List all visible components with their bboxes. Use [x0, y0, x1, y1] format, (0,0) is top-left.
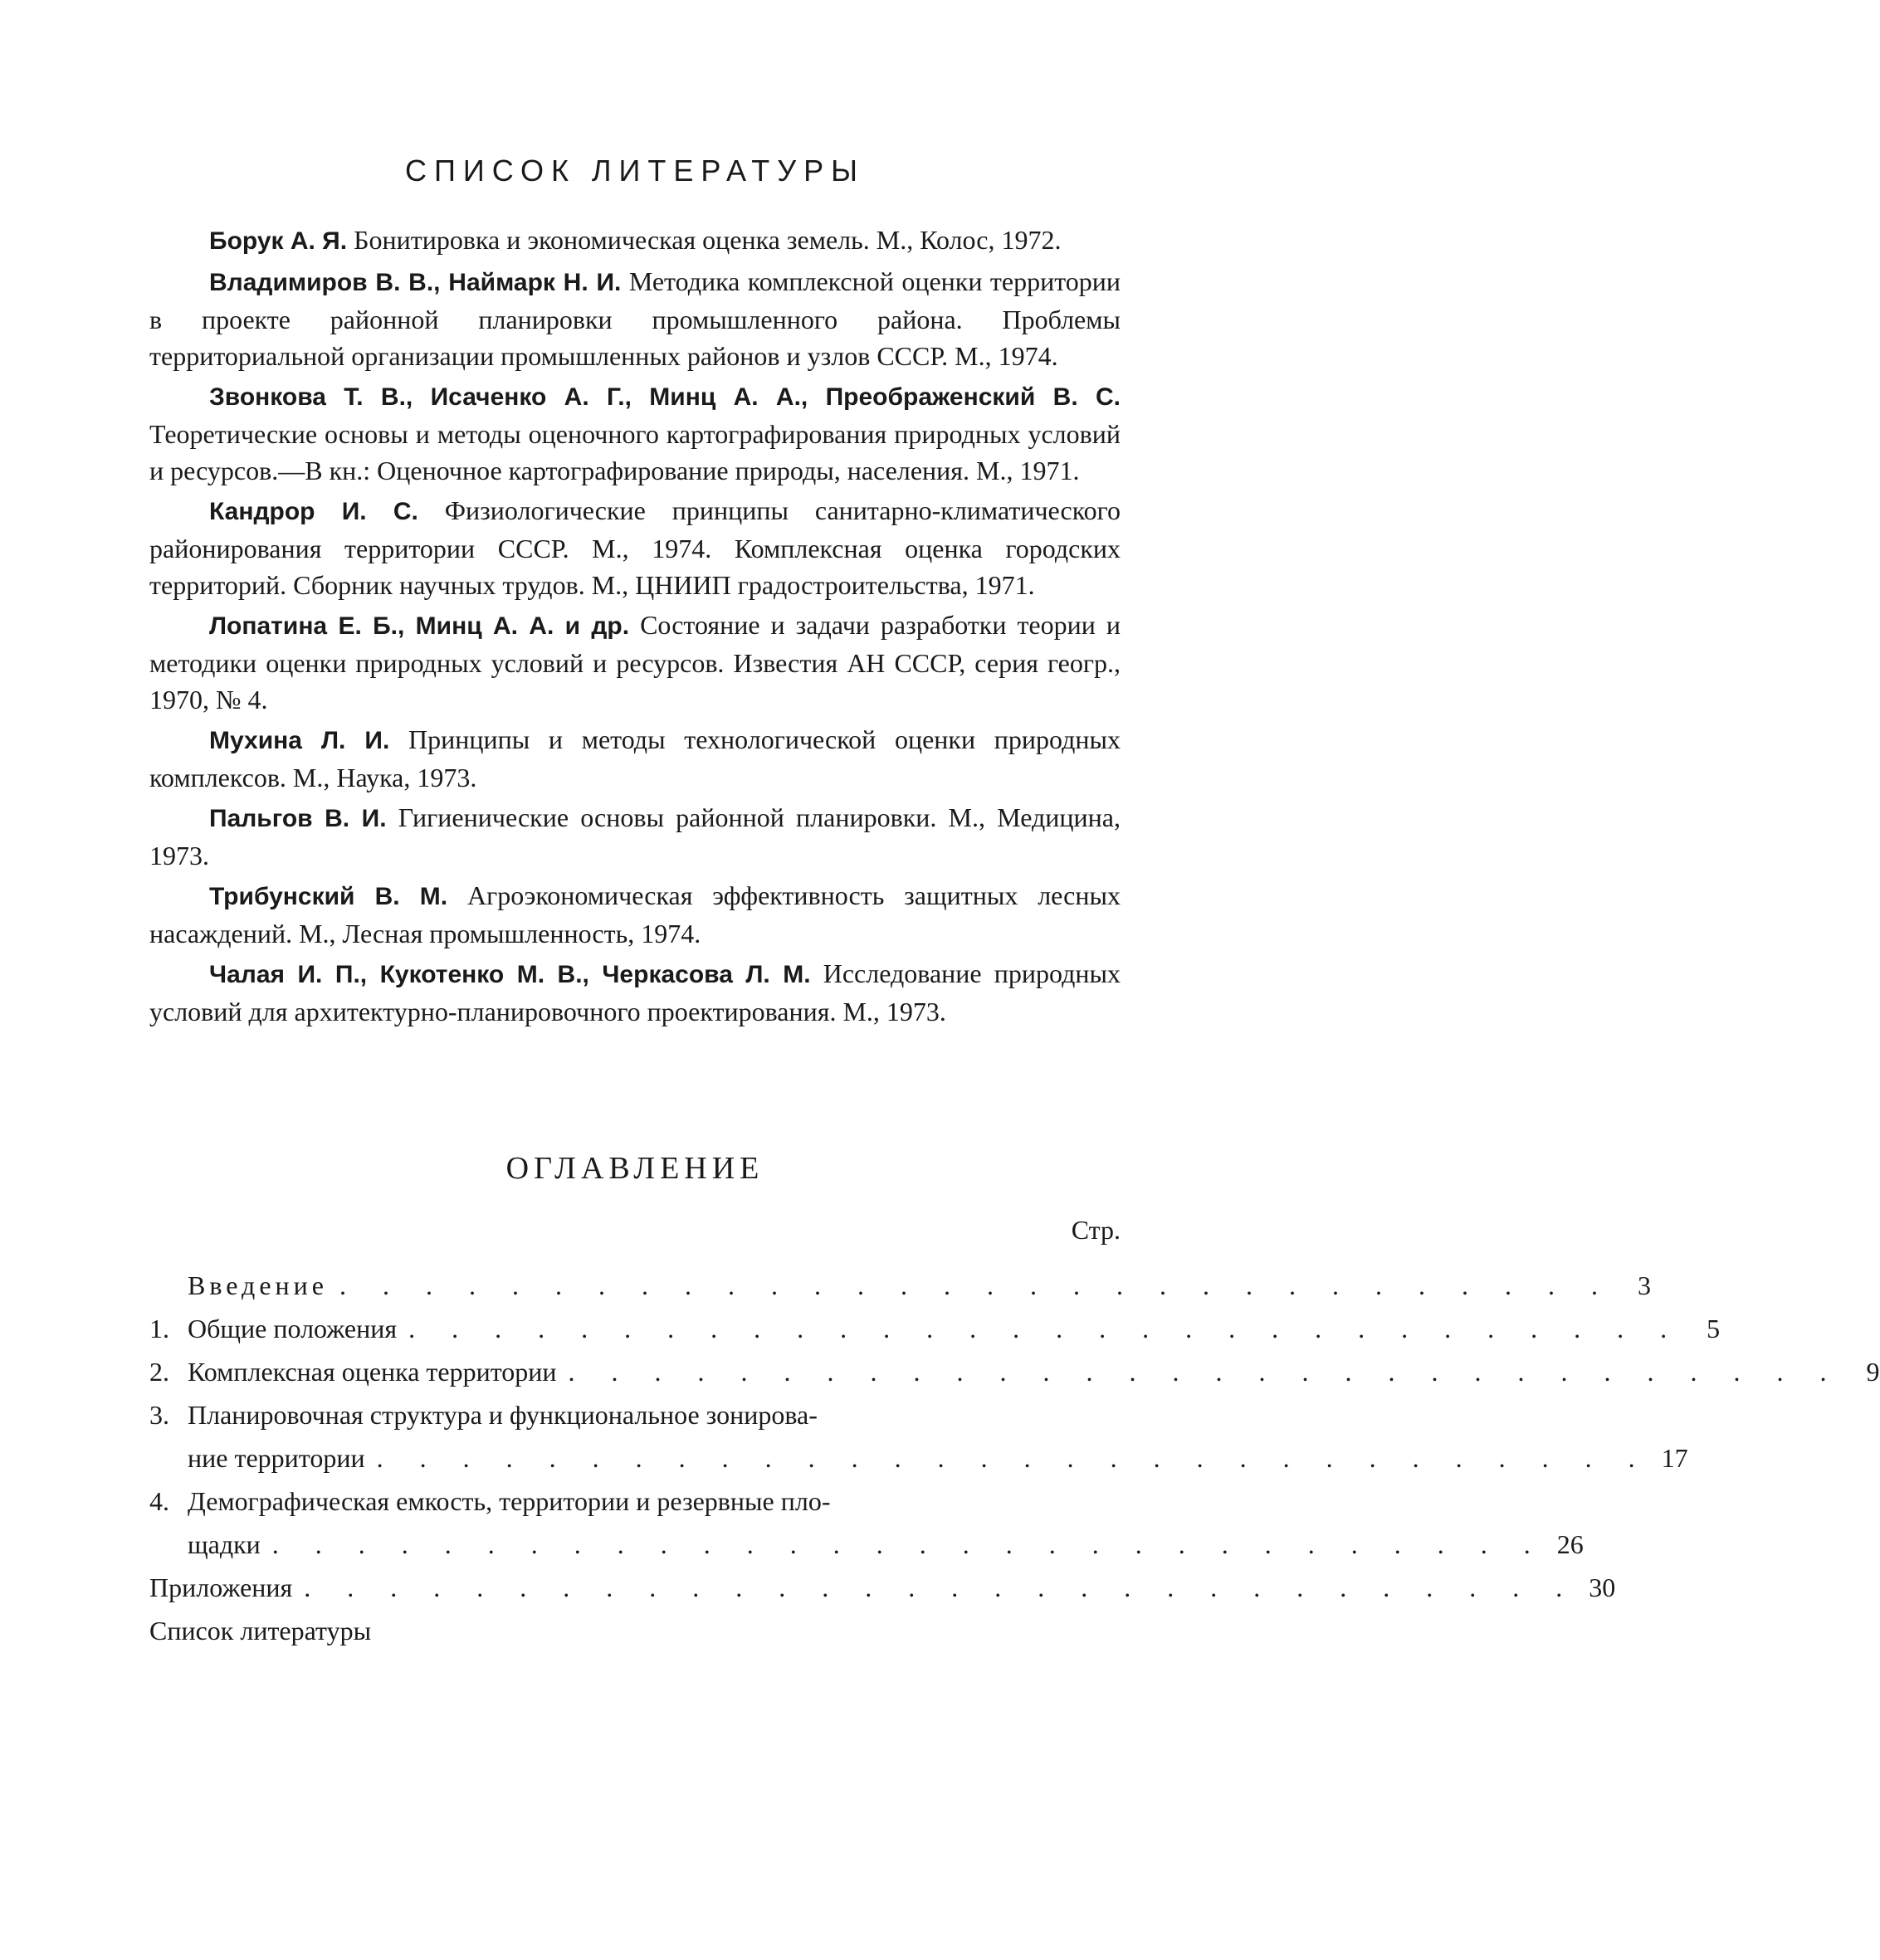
- toc-item-appendices: [149, 1566, 1616, 1609]
- toc-item-structure-cont: [149, 1436, 1688, 1480]
- toc-item-page: 30: [1589, 1572, 1616, 1602]
- toc-leader-dots: . . . . . . . . . . . . . . . . . . . . . . . . . . . . . .: [408, 1314, 1682, 1343]
- toc-item-page: 9: [1866, 1357, 1880, 1387]
- toc-item-title: Планировочная структура и функциональное зонирова-: [188, 1400, 818, 1430]
- page: [149, 154, 1880, 1652]
- bibliography-entry: [149, 492, 1121, 603]
- entry-text: Методика комплексной оценки территории в проекте районной планировки промышленного района. Проблемы территориальной организации промышленных районов и узлов СССР. М., 1974.: [149, 266, 1121, 371]
- toc-item-number: 3.: [149, 1400, 169, 1430]
- toc-item-continuation: ние территории: [188, 1443, 365, 1473]
- toc-item-title: Комплексная оценка территории: [188, 1357, 557, 1387]
- bibliography-entry: [149, 263, 1121, 374]
- toc-page-label: Стр.: [1071, 1215, 1121, 1245]
- toc-heading: ОГЛАВЛЕНИЕ: [505, 1151, 764, 1186]
- entry-text: Физиологические принципы санитарно-климатического районирования территории СССР. М., 1974. Комплексная оценка городских территорий. Сборник научных трудов. М., ЦНИИП градостроительства, 1971.: [149, 495, 1121, 600]
- toc-leader-dots: . . . . . . . . . . . . . . . . . . . . . . . . . . . . . .: [304, 1572, 1578, 1602]
- toc-item-page: 5: [1707, 1314, 1721, 1343]
- bibliography-entry: [149, 955, 1121, 1030]
- entry-authors: Владимиров В. В., Наймарк Н. И.: [209, 269, 622, 296]
- entry-authors: Трибунский В. М.: [209, 883, 448, 910]
- bibliography-entry: [149, 877, 1121, 952]
- entry-authors: Мухина Л. И.: [209, 727, 390, 754]
- toc-list: [149, 1264, 1880, 1652]
- entry-text: Агроэкономическая эффективность защитных лесных насаждений. М., Лесная промышленность, 1974.: [149, 880, 1121, 948]
- entry-authors: Звонкова Т. В., Исаченко А. Г., Минц А. А., Преображенский В. С.: [209, 383, 1121, 411]
- toc-item-page: 26: [1556, 1529, 1584, 1559]
- toc-item-demography-cont: [149, 1523, 1584, 1566]
- toc-item-page: 3: [1637, 1270, 1651, 1300]
- toc-item-title: Общие положения: [188, 1314, 398, 1343]
- toc-leader-dots: . . . . . . . . . . . . . . . . . . . . . . . . . . . . . .: [339, 1270, 1613, 1300]
- toc-item-continuation: щадки: [188, 1529, 261, 1559]
- toc-leader-dots: . . . . . . . . . . . . . . . . . . . . . . . . . . . . . .: [568, 1357, 1842, 1387]
- bibliography-heading: СПИСОК ЛИТЕРАТУРЫ: [405, 154, 865, 188]
- bibliography-list: [149, 222, 1121, 1030]
- bibliography-entry: [149, 378, 1121, 489]
- bibliography-entry: [149, 222, 1121, 260]
- entry-text: Принципы и методы технологической оценки природных комплексов. М., Наука, 1973.: [149, 724, 1121, 792]
- toc-item-title: Демографическая емкость, территории и резервные пло-: [188, 1486, 831, 1516]
- toc-item-title: Приложения: [149, 1572, 293, 1602]
- toc-item-demography: [149, 1480, 1121, 1523]
- toc-item-assessment: [149, 1350, 1880, 1393]
- toc-item-number: 2.: [149, 1357, 169, 1387]
- toc-item-general: [149, 1307, 1721, 1350]
- toc-item-bibliography: [149, 1609, 1121, 1652]
- toc-item-page: 17: [1661, 1443, 1688, 1473]
- toc-item-title: Введение: [188, 1270, 328, 1300]
- entry-authors: Чалая И. П., Кукотенко М. В., Черкасова Л. М.: [209, 961, 811, 988]
- entry-text: Состояние и задачи разработки теории и методики оценки природных условий и ресурсов. Известия АН СССР, серия геогр., 1970, № 4.: [149, 610, 1121, 714]
- entry-text: Теоретические основы и методы оценочного картографирования природных условий и ресурсов.—В кн.: Оценочное картографирование природы, населения. М., 1971.: [149, 419, 1121, 485]
- bibliography-entry: [149, 721, 1121, 796]
- entry-authors: Борук А. Я.: [209, 227, 348, 255]
- toc-item-number: 1.: [149, 1314, 169, 1343]
- entry-text: Гигиенические основы районной планировки. М., Медицина, 1973.: [149, 802, 1121, 870]
- toc-item-introduction: [149, 1264, 1651, 1307]
- entry-authors: Пальгов В. И.: [209, 805, 387, 832]
- bibliography-entry: [149, 607, 1121, 718]
- toc-item-number: 4.: [149, 1486, 169, 1516]
- entry-authors: Кандрор И. С.: [209, 498, 418, 525]
- bibliography-entry: [149, 799, 1121, 874]
- toc-item-title: Список литературы: [149, 1616, 372, 1646]
- entry-text: Бонитировка и экономическая оценка земель. М., Колос, 1972.: [347, 225, 1062, 255]
- entry-text: Исследование природных условий для архитектурно-планировочного проектирования. М., 1973.: [149, 958, 1121, 1026]
- entry-authors: Лопатина Е. Б., Минц А. А. и др.: [209, 612, 630, 640]
- toc-leader-dots: . . . . . . . . . . . . . . . . . . . . . . . . . . . . . .: [271, 1529, 1546, 1559]
- toc-leader-dots: . . . . . . . . . . . . . . . . . . . . . . . . . . . . . .: [376, 1443, 1650, 1473]
- toc-item-structure: [149, 1393, 1121, 1436]
